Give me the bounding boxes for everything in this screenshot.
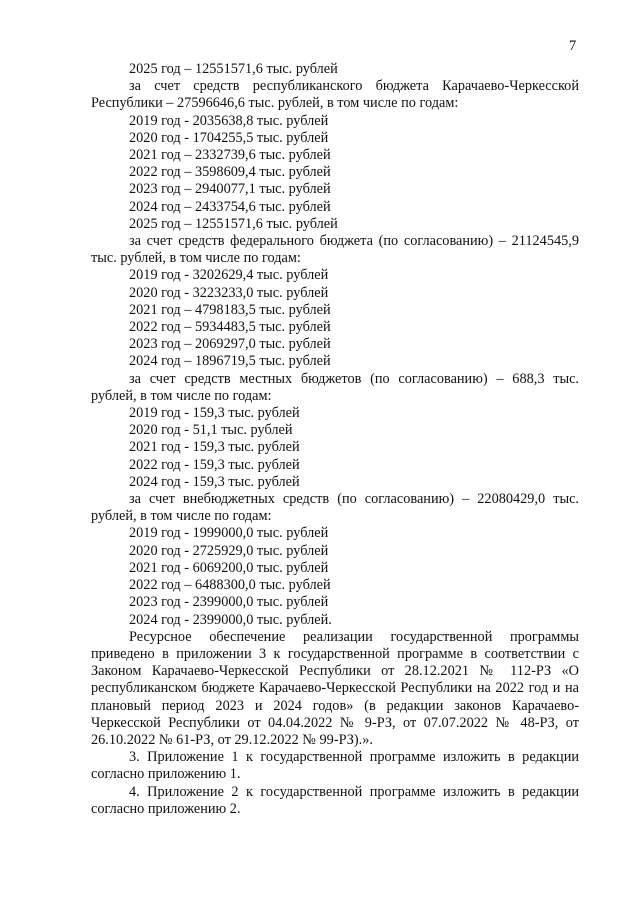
year-line: 2024 год - 159,3 тыс. рублей bbox=[129, 473, 300, 490]
paragraph-item-4: 4. Приложение 2 к государственной программе изложить в редакции согласно приложению 2. bbox=[91, 783, 579, 817]
year-line: 2019 год - 159,3 тыс. рублей bbox=[129, 405, 300, 422]
year-line: 2023 год – 2069297,0 тыс. рублей bbox=[129, 336, 331, 353]
year-line: 2019 год - 3202629,4 тыс. рублей bbox=[129, 267, 329, 284]
year-line: 2022 год – 6488300,0 тыс. рублей bbox=[129, 577, 331, 594]
year-line: 2021 год – 2332739,6 тыс. рублей bbox=[129, 147, 331, 164]
year-line: 2020 год - 1704255,5 тыс. рублей bbox=[129, 129, 329, 146]
year-line: 2021 год - 6069200,0 тыс. рублей bbox=[129, 559, 329, 576]
paragraph-extrabudgetary: за счет внебюджетных средств (по согласованию) – 22080429,0 тыс. рублей, в том числе по годам: bbox=[91, 491, 579, 525]
year-line: 2020 год - 51,1 тыс. рублей bbox=[129, 422, 293, 439]
paragraph-resource-provision: Ресурсное обеспечение реализации государственной программы приведено в приложении 3 к государственной программе в соответствии с Законом Карачаево-Черкесской Республики от 28.12.2021 № 112-РЗ «О республиканском бюджете Карачаево-Черкесской Республики на 2022 год и на плановый период 2023 и 2024 годов» (в редакции законов Карачаево-Черкесской Республики от 04.04.2022 № 9-РЗ, от 07.07.2022 № 48-РЗ, от 26.10.2022 № 61-РЗ, от 29.12.2022 № 99-РЗ).». bbox=[91, 628, 579, 748]
year-line: 2024 год – 2433754,6 тыс. рублей bbox=[129, 198, 331, 215]
year-line: 2022 год - 159,3 тыс. рублей bbox=[129, 456, 300, 473]
paragraph-republic-budget: за счет средств республиканского бюджета Карачаево-Черкесской Республики – 27596646,6 тыс. рублей, в том числе по годам: bbox=[91, 78, 579, 112]
year-line: 2021 год – 4798183,5 тыс. рублей bbox=[129, 301, 331, 318]
paragraph-item-3: 3. Приложение 1 к государственной программе изложить в редакции согласно приложению 1. bbox=[91, 749, 579, 783]
page-number: 7 bbox=[569, 38, 577, 54]
year-line: 2019 год - 2035638,8 тыс. рублей bbox=[129, 112, 329, 129]
year-line: 2023 год - 2399000,0 тыс. рублей bbox=[129, 594, 329, 611]
year-line: 2020 год - 2725929,0 тыс. рублей bbox=[129, 542, 329, 559]
year-line: 2021 год - 159,3 тыс. рублей bbox=[129, 439, 300, 456]
year-line: 2022 год – 3598609,4 тыс. рублей bbox=[129, 164, 331, 181]
year-line: 2019 год - 1999000,0 тыс. рублей bbox=[129, 525, 329, 542]
year-line: 2025 год – 12551571,6 тыс. рублей bbox=[129, 61, 338, 77]
year-line: 2022 год – 5934483,5 тыс. рублей bbox=[129, 319, 331, 336]
year-line: 2024 год – 1896719,5 тыс. рублей bbox=[129, 353, 331, 370]
year-line: 2020 год - 3223233,0 тыс. рублей bbox=[129, 284, 329, 301]
paragraph-local-budgets: за счет средств местных бюджетов (по согласованию) – 688,3 тыс. рублей, в том числе по годам: bbox=[91, 370, 579, 404]
year-line: 2024 год - 2399000,0 тыс. рублей. bbox=[129, 611, 332, 628]
paragraph-federal-budget: за счет средств федерального бюджета (по согласованию) – 21124545,9 тыс. рублей, в том числе по годам: bbox=[91, 233, 579, 267]
year-line: 2023 год – 2940077,1 тыс. рублей bbox=[129, 181, 331, 198]
document-body bbox=[91, 61, 579, 818]
year-line: 2025 год – 12551571,6 тыс. рублей bbox=[129, 215, 338, 232]
